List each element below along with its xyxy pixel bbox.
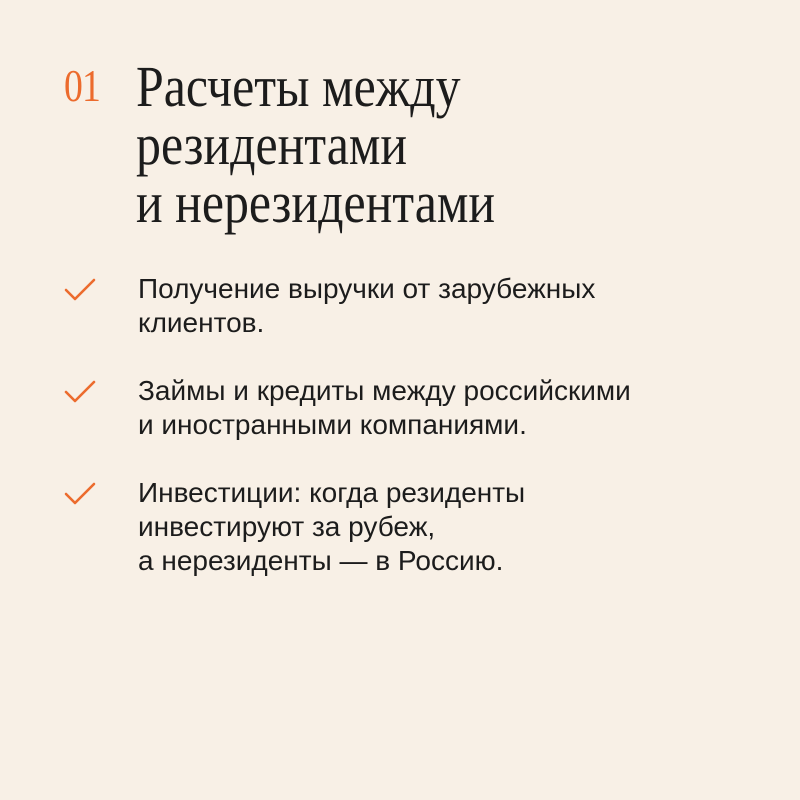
title-line: и нерезидентами: [136, 170, 496, 235]
page-title: [136, 54, 496, 235]
list-item-line: инвестируют за рубеж,: [138, 511, 436, 542]
list-item-text: [138, 476, 525, 578]
list-item: [64, 272, 764, 340]
checklist: [64, 272, 764, 612]
check-icon: [64, 374, 138, 420]
title-line: Расчеты между: [136, 54, 461, 119]
list-item-line: клиентов.: [138, 307, 265, 338]
list-item: [64, 374, 764, 442]
list-item-text: [138, 272, 595, 340]
title-line: резидентами: [136, 112, 408, 177]
check-icon: [64, 272, 138, 318]
list-item-text: [138, 374, 631, 442]
list-item-line: Получение выручки от зарубежных: [138, 273, 596, 304]
list-item: [64, 476, 764, 578]
list-item-line: и иностранными компаниями.: [138, 409, 527, 440]
check-icon: [64, 476, 138, 522]
section-number: 01: [64, 60, 101, 111]
list-item-line: Займы и кредиты между российскими: [138, 375, 631, 406]
list-item-line: Инвестиции: когда резиденты: [138, 477, 526, 508]
list-item-line: а нерезиденты — в Россию.: [138, 545, 504, 576]
